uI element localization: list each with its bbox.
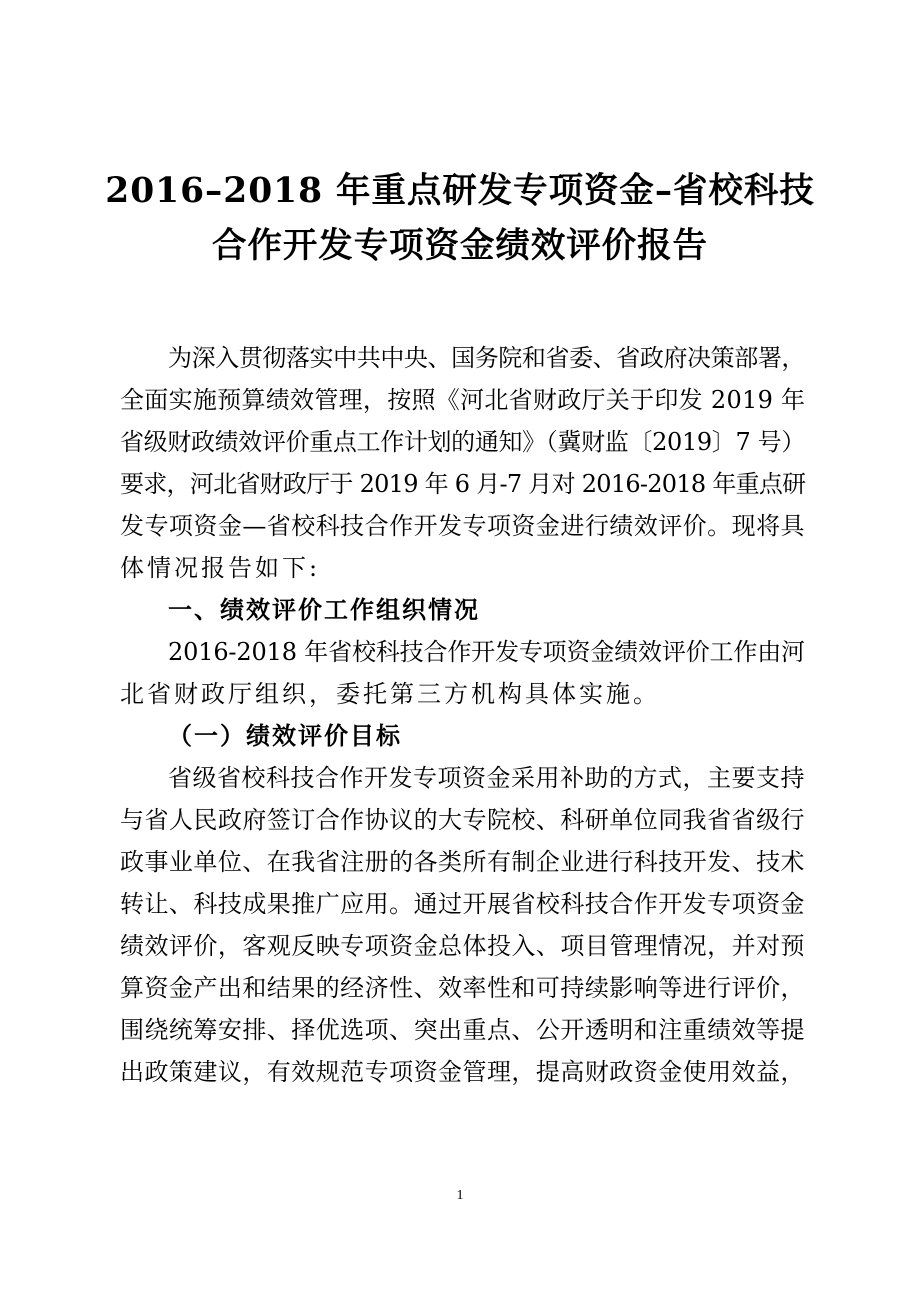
document-title-line-1: 2016–2018 年重点研发专项资金–省校科技 [105, 171, 815, 211]
paragraph-1-line: 全面实施预算绩效管理，按照《河北省财政厅关于印发 2019 年 [120, 386, 806, 414]
paragraph-1-line: 要求，河北省财政厅于 2019 年 6 月-7 月对 2016-2018 年重点研 [120, 470, 806, 498]
document-title-line-2: 合作开发专项资金绩效评价报告 [212, 226, 708, 266]
paragraph-2-line: 2016-2018 年省校科技合作开发专项资金绩效评价工作由河 [168, 638, 805, 666]
section-heading-2: （一）绩效评价目标 [168, 722, 402, 750]
paragraph-1-line: 体情况报告如下: [120, 554, 321, 582]
paragraph-3-line: 围绕统筹安排、择优选项、突出重点、公开透明和注重绩效等提 [120, 1016, 805, 1044]
paragraph-2-line: 北省财政厅组织，委托第三方机构具体实施。 [120, 680, 660, 708]
paragraph-3-line: 省级省校科技合作开发专项资金采用补助的方式，主要支持 [168, 764, 805, 792]
paragraph-3-line: 出政策建议，有效规范专项资金管理，提高财政资金使用效益， [120, 1058, 805, 1086]
paragraph-3-line: 算资金产出和结果的经济性、效率性和可持续影响等进行评价， [120, 974, 805, 1002]
section-heading-1: 一、绩效评价工作组织情况 [168, 596, 480, 624]
paragraph-3-line: 政事业单位、在我省注册的各类所有制企业进行科技开发、技术 [120, 848, 805, 876]
paragraph-3-line: 转让、科技成果推广应用。通过开展省校科技合作开发专项资金 [120, 890, 805, 918]
paragraph-1-line: 省级财政绩效评价重点工作计划的通知》（冀财监〔2019〕7 号） [120, 428, 805, 456]
paragraph-1-line: 为深入贯彻落实中共中央、国务院和省委、省政府决策部署， [168, 344, 805, 372]
paragraph-1-line: 发专项资金—省校科技合作开发专项资金进行绩效评价。现将具 [120, 512, 805, 540]
page-number: 1 [456, 1188, 464, 1203]
paragraph-3-line: 与省人民政府签订合作协议的大专院校、科研单位同我省省级行 [120, 806, 805, 834]
paragraph-3-line: 绩效评价，客观反映专项资金总体投入、项目管理情况，并对预 [120, 932, 805, 960]
